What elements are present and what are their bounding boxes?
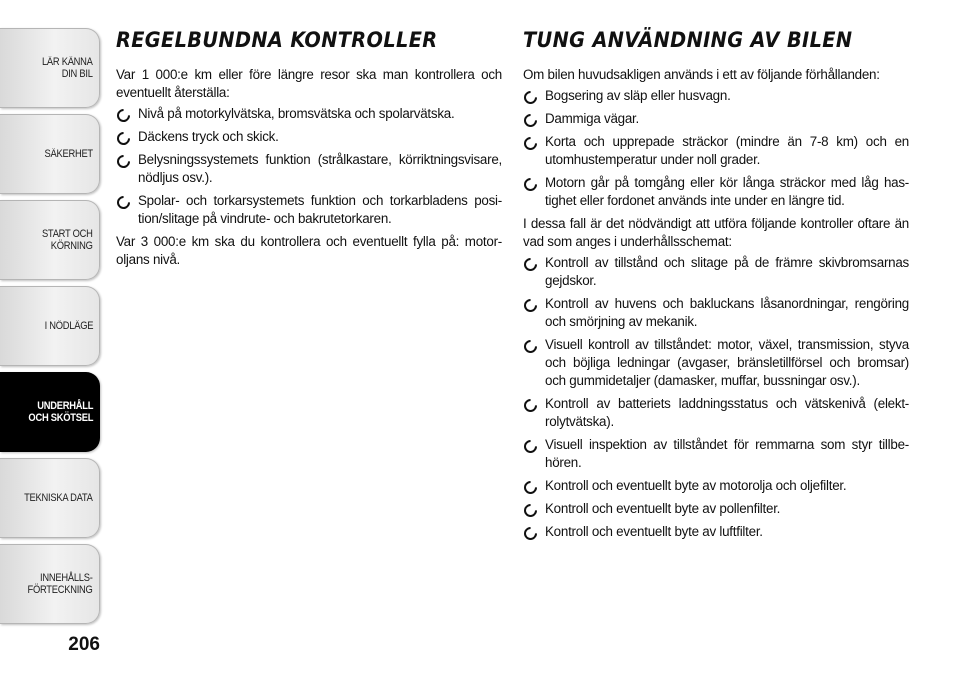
list-item: Dammiga vägar.	[523, 110, 909, 128]
list-item: Kontroll och eventuellt byte av pollenfilter.	[523, 500, 909, 518]
list-item: Spolar- och torkarsystemets funktion och torkarbladens posi-tion/slitage på vindrute- och bakrutetorkaren.	[116, 192, 502, 228]
check-list	[116, 105, 502, 228]
tab-innehallsforteckning[interactable]	[0, 544, 100, 624]
list-item: Kontroll av huvens och bakluckans låsanordningar, rengöring och smörjning av mekanik.	[523, 295, 909, 331]
bullet-icon	[521, 337, 539, 355]
list-item: Belysningssystemets funktion (strålkastare, körriktningsvisare, nödljus osv.).	[116, 151, 502, 187]
tab-i-nodlage[interactable]	[0, 286, 100, 366]
section-heavy-use	[523, 28, 909, 546]
tab-underhall-och-skotsel[interactable]	[0, 372, 100, 452]
bullet-icon	[521, 175, 539, 193]
tab-label: LÄR KÄNNA DIN BIL	[42, 56, 93, 80]
bullet-icon	[521, 524, 539, 542]
bullet-icon	[521, 134, 539, 152]
bullet-icon	[521, 255, 539, 273]
section-title: TUNG ANVÄNDNING AV BILEN	[523, 28, 853, 52]
tab-sakerhet[interactable]	[0, 114, 100, 194]
list-item: Kontroll av batteriets laddningsstatus och vätskenivå (elekt-rolytvätska).	[523, 395, 909, 431]
bullet-icon	[521, 296, 539, 314]
tab-start-och-korning[interactable]	[0, 200, 100, 280]
list-item: Visuell inspektion av tillståndet för remmarna som styr tillbe-hören.	[523, 436, 909, 472]
list-item: Visuell kontroll av tillståndet: motor, växel, transmission, styva och böjliga ledningar (avgaser, bränsletillförsel och bromsar) och gummidetaljer (damasker, muffar, bussningar osv.).	[523, 336, 909, 390]
check-list	[523, 254, 909, 541]
bullet-icon	[114, 152, 132, 170]
tab-label: TEKNISKA DATA	[24, 492, 93, 504]
list-item: Bogsering av släp eller husvagn.	[523, 87, 909, 105]
page-number: 206	[68, 634, 100, 655]
paragraph: I dessa fall är det nödvändigt att utföra följande kontroller oftare än vad som anges i underhållsschemat:	[523, 216, 909, 249]
list-item: Kontroll och eventuellt byte av luftfilter.	[523, 523, 909, 541]
condition-list	[523, 87, 909, 210]
list-item: Motorn går på tomgång eller kör långa sträckor med låg has-tighet eller fordonet används inte under en längre tid.	[523, 174, 909, 210]
tab-lar-kanna-din-bil[interactable]	[0, 28, 100, 108]
bullet-icon	[114, 193, 132, 211]
paragraph: Var 1 000:e km eller före längre resor ska man kontrollera och eventuellt återställa:	[116, 67, 502, 100]
list-item: Nivå på motorkylvätska, bromsvätska och spolarvätska.	[116, 105, 502, 123]
list-item: Korta och upprepade sträckor (mindre än 7-8 km) och en utomhustemperatur under noll grader.	[523, 133, 909, 169]
tab-label: SÄKERHET	[44, 148, 93, 160]
paragraph: Var 3 000:e km ska du kontrollera och eventuellt fylla på: motor-oljans nivå.	[116, 234, 502, 267]
list-item: Kontroll av tillstånd och slitage på de främre skivbromsarnas gejdskor.	[523, 254, 909, 290]
tab-label: I NÖDLÄGE	[44, 320, 93, 332]
tab-label: UNDERHÅLL OCH SKÖTSEL	[28, 400, 93, 424]
bullet-icon	[521, 88, 539, 106]
bullet-icon	[521, 111, 539, 129]
tab-tekniska-data[interactable]	[0, 458, 100, 538]
list-item: Däckens tryck och skick.	[116, 128, 502, 146]
tab-label: START OCH KÖRNING	[42, 228, 93, 252]
list-item: Kontroll och eventuellt byte av motorolja och oljefilter.	[523, 477, 909, 495]
bullet-icon	[521, 478, 539, 496]
tab-label: INNEHÅLLS- FÖRTECKNING	[27, 572, 93, 596]
bullet-icon	[114, 106, 132, 124]
section-title: REGELBUNDNA KONTROLLER	[116, 28, 438, 52]
bullet-icon	[521, 396, 539, 414]
bullet-icon	[521, 501, 539, 519]
bullet-icon	[114, 129, 132, 147]
bullet-icon	[521, 437, 539, 455]
section-regular-checks	[116, 28, 502, 272]
paragraph: Om bilen huvudsakligen används i ett av följande förhållanden:	[523, 67, 880, 82]
